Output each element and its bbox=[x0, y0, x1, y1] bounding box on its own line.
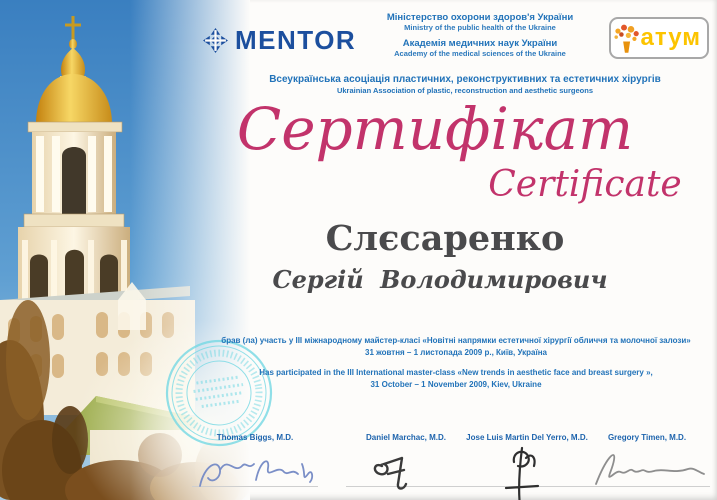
signature-daniel-marchac bbox=[344, 444, 468, 500]
signatory-thomas-biggs bbox=[190, 433, 320, 500]
association-block bbox=[220, 74, 710, 96]
mentor-wordmark: MENTOR bbox=[235, 25, 357, 55]
certificate-title-uk: Сертифікат bbox=[236, 95, 634, 163]
academy-title-en: Academy of the medical sciences of the Ukraine bbox=[394, 49, 566, 58]
atym-wordmark: атум bbox=[640, 24, 701, 51]
participation-statement bbox=[195, 335, 717, 390]
signature-thomas-biggs bbox=[190, 444, 320, 500]
certificate-title-en: Certificate bbox=[488, 164, 682, 205]
signatory-jose-luis-martin-del-yerro bbox=[462, 433, 592, 500]
statement-en-line2: 31 October – 1 November 2009, Kiev, Ukraine bbox=[370, 379, 542, 389]
signatory-name: Gregory Timen, M.D. bbox=[607, 433, 687, 442]
mentor-logo bbox=[203, 25, 356, 56]
recipient-surname: Слєсаренко bbox=[325, 218, 565, 259]
ministry-block bbox=[345, 12, 615, 58]
signatory-name: Daniel Marchac, M.D. bbox=[365, 433, 447, 442]
atym-flowers-icon bbox=[611, 20, 641, 56]
statement-uk-line1: брав (ла) участь у III міжнародному майстер-класі «Новітні напрямки естетичної хірургії обличчя та молочної залози» bbox=[221, 336, 691, 345]
signature-gregory-timen bbox=[582, 444, 712, 500]
statement-uk-line2: 31 жовтня – 1 листопада 2009 р., Київ, Україна bbox=[365, 347, 547, 357]
signature-del-yerro bbox=[462, 444, 592, 500]
academy-title-uk: Академія медичних наук України bbox=[402, 38, 558, 49]
association-title-en: Ukrainian Association of plastic, reconstruction and aesthetic surgeons bbox=[336, 86, 594, 95]
signatory-name: Thomas Biggs, M.D. bbox=[216, 433, 294, 442]
atym-logo bbox=[609, 17, 709, 59]
recipient-given-names: Сергій Володимирович bbox=[272, 265, 608, 294]
signatory-gregory-timen bbox=[582, 433, 712, 500]
association-title-uk: Всеукраїнська асоціація пластичних, реконструктивних та естетичних хірургів bbox=[269, 74, 661, 85]
statement-en-line1: Has participated in the III International master-class «New trends in aesthetic face and breast surgery », bbox=[259, 368, 653, 377]
mentor-cross-arrows-icon bbox=[203, 28, 228, 53]
signatory-daniel-marchac bbox=[344, 433, 468, 500]
signatory-name: Jose Luis Martin Del Yerro, M.D. bbox=[466, 433, 588, 442]
ministry-title-uk: Міністерство охорони здоров'я України bbox=[386, 12, 574, 23]
ministry-title-en: Ministry of the public health of the Ukraine bbox=[404, 23, 556, 32]
